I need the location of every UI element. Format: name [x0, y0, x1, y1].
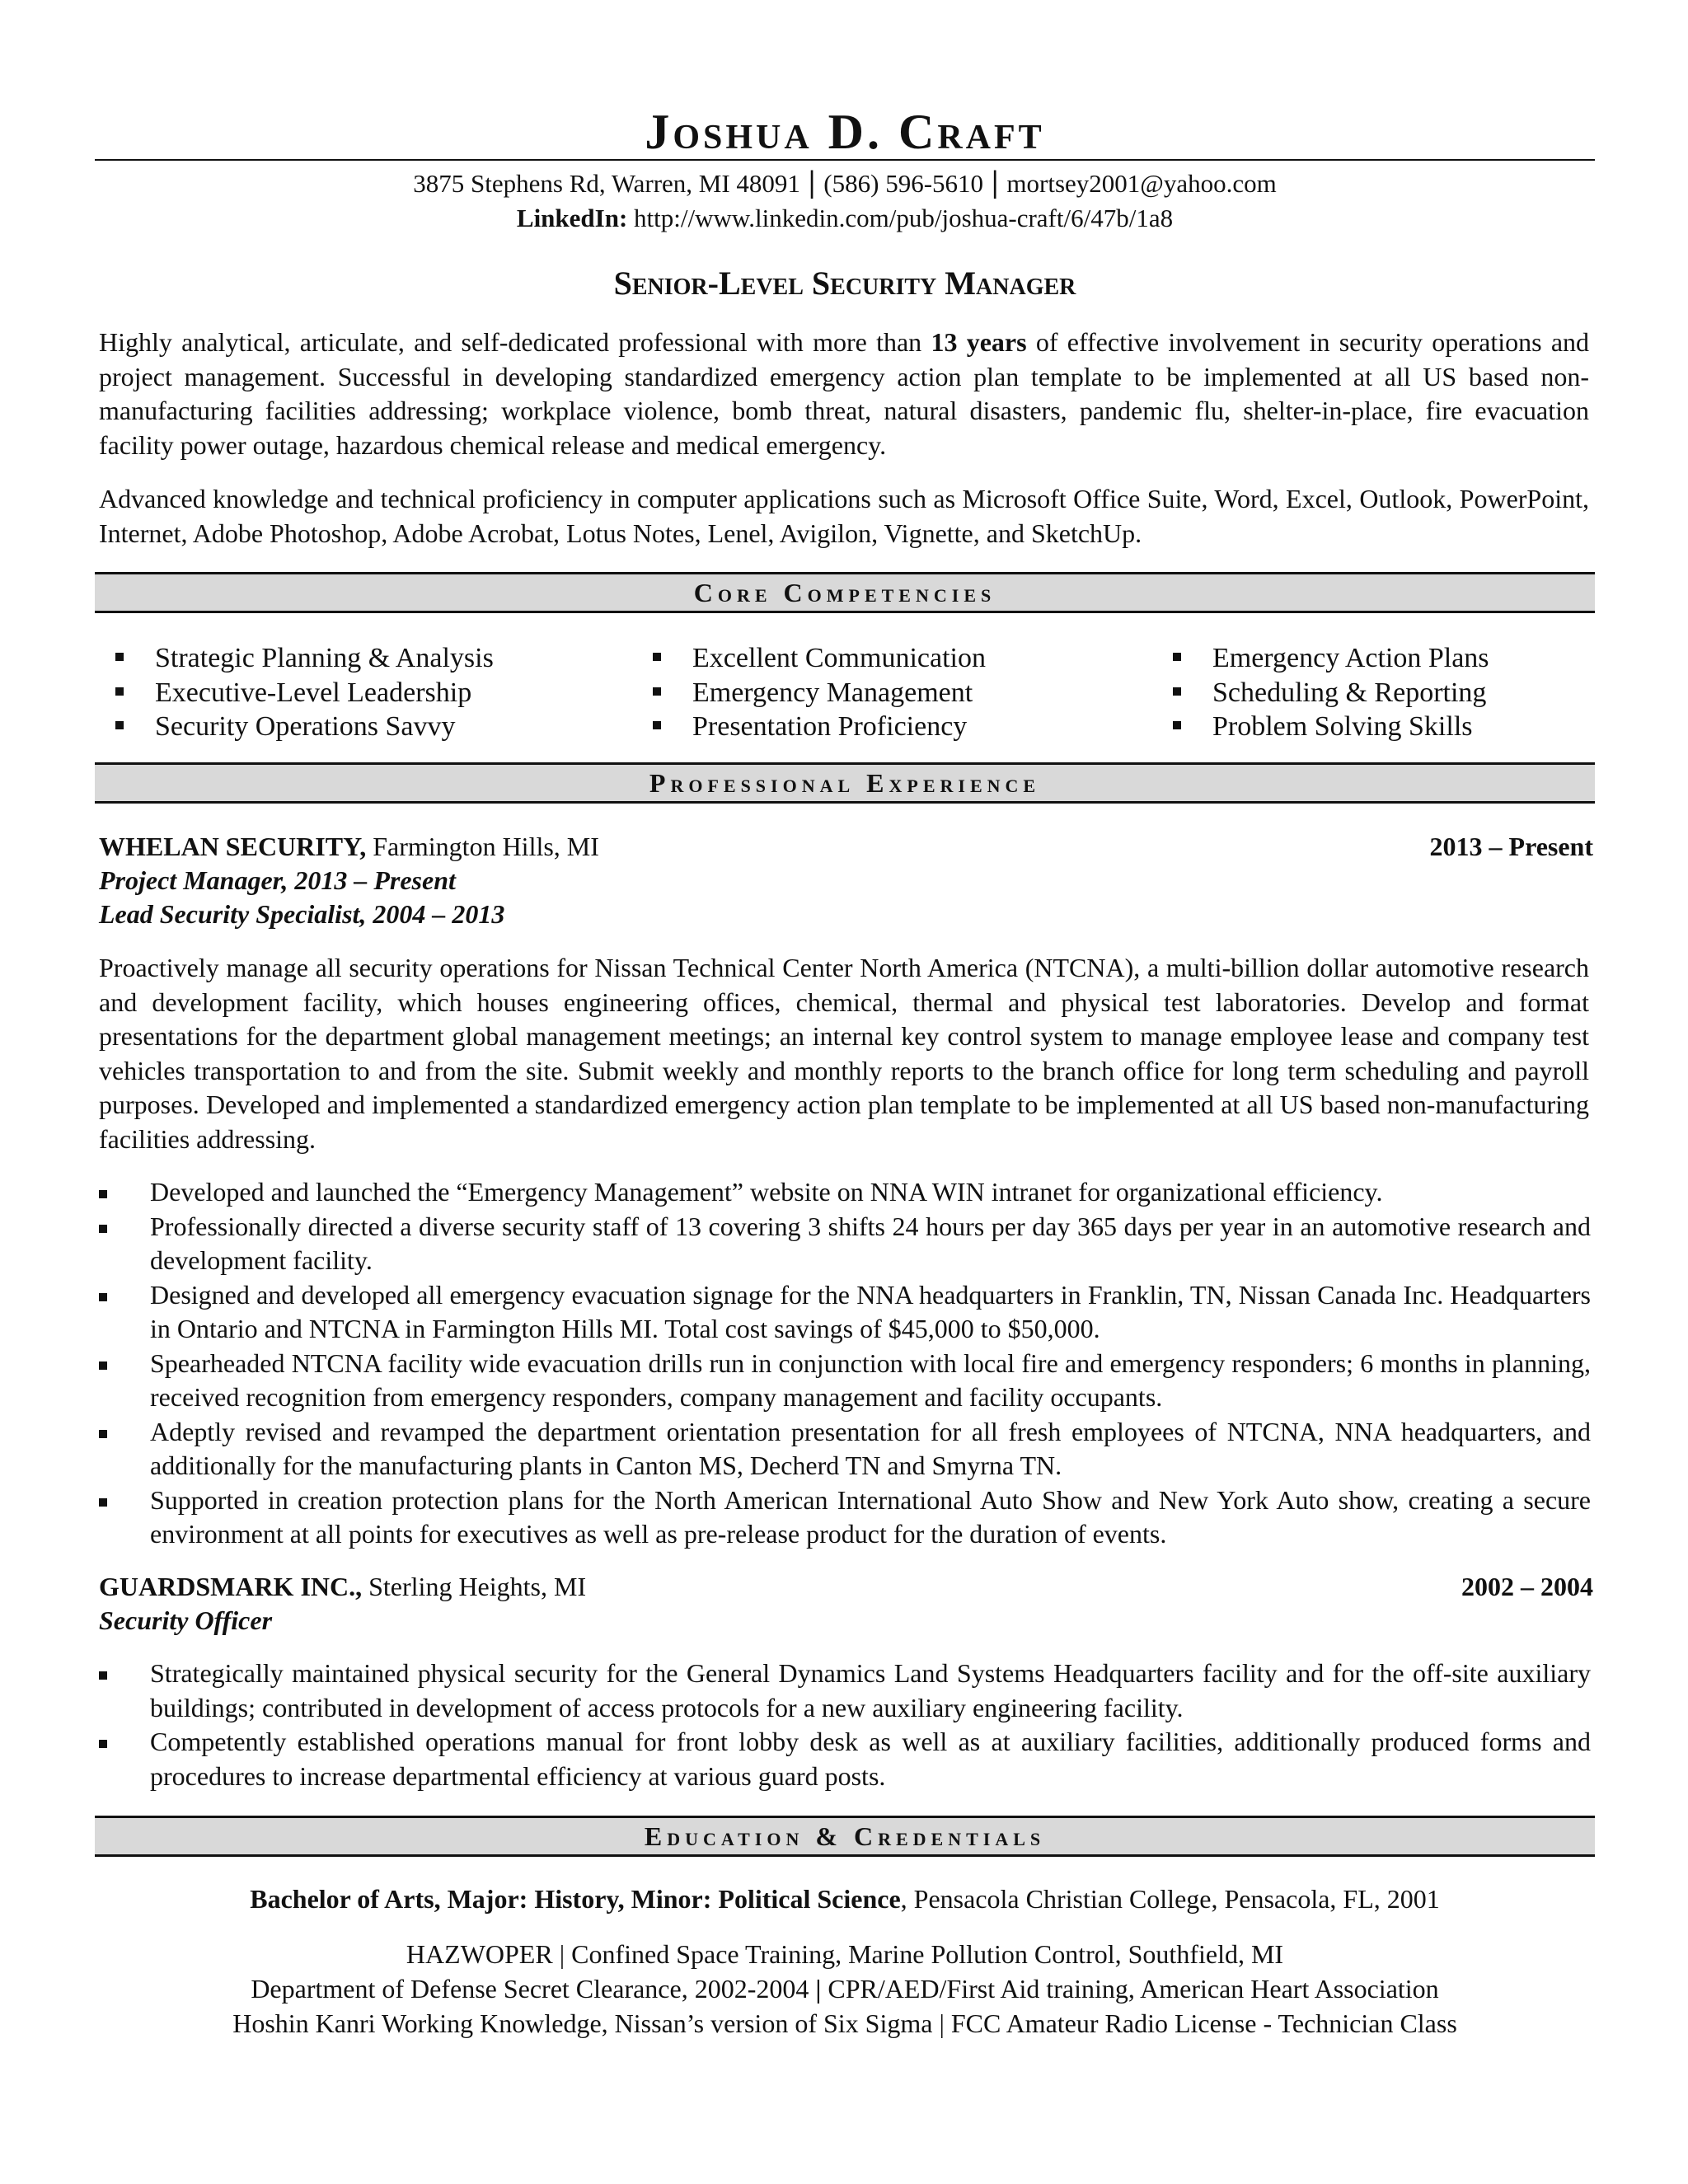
job-dates: 2013 – Present: [1429, 832, 1593, 861]
competency-item: Executive-Level Leadership: [115, 676, 494, 710]
job-header: [99, 1570, 1593, 1638]
bullet-square-icon: [99, 1430, 107, 1438]
competency-column: [1173, 641, 1489, 744]
competency-column: [653, 641, 986, 744]
phone: (586) 596-5610: [823, 169, 984, 198]
headline: Senior-Level Security Manager: [613, 265, 1076, 302]
contact-block: [95, 165, 1595, 236]
list-item: Professionally directed a diverse security staff of 13 covering 3 shifts 24 hours per day 365 days per year in an automotive research and development facility.: [99, 1210, 1591, 1278]
bullet-square-icon: [653, 721, 661, 729]
competency-item: Scheduling & Reporting: [1173, 676, 1489, 710]
job-bullets: [99, 1657, 1591, 1793]
bullet-square-icon: [99, 1361, 107, 1370]
bullet-square-icon: [99, 1498, 107, 1507]
linkedin-label: LinkedIn:: [516, 204, 628, 232]
candidate-name: Joshua D. Craft: [645, 105, 1045, 159]
degree-title: Bachelor of Arts, Major: History, Minor: Political Science: [250, 1884, 901, 1914]
list-item: Competently established operations manual for front lobby desk as well as at auxiliary facilities, additionally produced forms and procedures to increase departmental efficiency at various guard posts.: [99, 1725, 1591, 1793]
credential-separator: |: [939, 2008, 945, 2038]
bullet-square-icon: [653, 653, 661, 661]
company-name: GUARDSMARK INC.,: [99, 1572, 363, 1601]
competency-column: [115, 641, 494, 744]
bullet-square-icon: [99, 1671, 107, 1680]
competency-item: Strategic Planning & Analysis: [115, 641, 494, 676]
competency-item: Emergency Management: [653, 676, 986, 710]
bullet-square-icon: [115, 653, 124, 661]
list-item: Designed and developed all emergency evacuation signage for the NNA headquarters in Franklin, TN, Nissan Canada Inc. Headquarters in Ontario and NTCNA in Farmington Hills MI. Total cost savings of $45,000 to $50,000.: [99, 1278, 1591, 1347]
years-highlight: 13 years: [931, 327, 1027, 357]
credentials-block: [95, 1937, 1595, 2041]
list-item: Spearheaded NTCNA facility wide evacuation drills run in conjunction with local fire and emergency responders; 6 months in planning, received recognition from emergency responders, company management and facility occupants.: [99, 1347, 1591, 1415]
company-name: WHELAN SECURITY,: [99, 832, 367, 861]
summary-paragraph: Highly analytical, articulate, and self-dedicated professional with more than 13 years of effective involvement in security operations and project management. Successful in developing standardized emergency action plan template to be implemented at all US based non-manufacturing facilities addressing; workplace violence, bomb threat, natural disasters, pandemic flu, shelter-in-place, fire evacuation facility power outage, hazardous chemical release and medical emergency.: [99, 327, 1590, 460]
job-bullets: [99, 1175, 1591, 1552]
competency-item: Problem Solving Skills: [1173, 710, 1489, 744]
section-core-competencies: Core Competencies: [95, 572, 1595, 613]
bullet-square-icon: [653, 687, 661, 696]
bullet-square-icon: [1173, 653, 1181, 661]
degree-line: [95, 1882, 1595, 1916]
degree-school: , Pensacola Christian College, Pensacola, FL, 2001: [900, 1884, 1440, 1914]
list-item: Adeptly revised and revamped the department orientation presentation for all fresh employees of NTCNA, NNA headquarters, and additionally for the manufacturing plants in Canton MS, Decherd TN and Smyrna TN.: [99, 1415, 1591, 1483]
competency-item: Security Operations Savvy: [115, 710, 494, 744]
bullet-square-icon: [99, 1190, 107, 1198]
company-location: Farmington Hills, MI: [366, 832, 599, 861]
contact-separator: |: [808, 165, 816, 199]
linkedin-link[interactable]: http://www.linkedin.com/pub/joshua-craft/6/47b/1a8: [634, 204, 1174, 232]
credential-line: Department of Defense Secret Clearance, 2002-2004 | CPR/AED/First Aid training, American Heart Association: [251, 1974, 1439, 2004]
bullet-square-icon: [115, 721, 124, 729]
job-dates: 2002 – 2004: [1461, 1572, 1593, 1601]
contact-line: [95, 165, 1595, 201]
competency-item: Excellent Communication: [653, 641, 986, 676]
list-item: Developed and launched the “Emergency Management” website on NNA WIN intranet for organizational efficiency.: [99, 1175, 1591, 1210]
job-header: [99, 830, 1593, 931]
section-education-credentials: Education & Credentials: [95, 1816, 1595, 1857]
credential-separator: |: [815, 1974, 822, 2004]
credential-separator: |: [559, 1939, 565, 1969]
section-professional-experience: Professional Experience: [95, 762, 1595, 804]
bullet-square-icon: [99, 1740, 107, 1748]
bullet-square-icon: [1173, 687, 1181, 696]
name-divider: [95, 159, 1595, 161]
contact-separator: |: [992, 165, 999, 199]
company-location: Sterling Heights, MI: [362, 1572, 587, 1601]
bullet-square-icon: [99, 1225, 107, 1233]
credential-line: HAZWOPER | Confined Space Training, Marine Pollution Control, Southfield, MI: [406, 1939, 1284, 1969]
skills-paragraph: Advanced knowledge and technical proficiency in computer applications such as Microsoft Office Suite, Word, Excel, Outlook, PowerPoint, Internet, Adobe Photoshop, Adobe Acrobat, Lotus Notes, Lenel, Avigilon, Vignette, and SketchUp.: [99, 484, 1589, 548]
competency-item: Presentation Proficiency: [653, 710, 986, 744]
linkedin-line: [95, 201, 1595, 236]
list-item: Strategically maintained physical security for the General Dynamics Land Systems Headquarters facility and for the off-site auxiliary buildings; contributed in development of access protocols for a new auxiliary engineering facility.: [99, 1657, 1591, 1725]
credential-line: Hoshin Kanri Working Knowledge, Nissan’s version of Six Sigma | FCC Amateur Radio License - Technician Class: [232, 2008, 1457, 2038]
email-link[interactable]: mortsey2001@yahoo.com: [1006, 169, 1277, 198]
bullet-square-icon: [99, 1293, 107, 1301]
bullet-square-icon: [115, 687, 124, 696]
list-item: Supported in creation protection plans for the North American International Auto Show and New York Auto show, creating a secure environment at all points for executives as well as pre-release product for the duration of events.: [99, 1483, 1591, 1552]
address: 3875 Stephens Rd, Warren, MI 48091: [413, 169, 800, 198]
bullet-square-icon: [1173, 721, 1181, 729]
job-role: Lead Security Specialist, 2004 – 2013: [99, 899, 505, 929]
job-role: Project Manager, 2013 – Present: [99, 865, 456, 895]
job-description: Proactively manage all security operations for Nissan Technical Center North America (NTCNA), a multi-billion dollar automotive research and development facility, which houses engineering offices, chemical, thermal and physical test laboratories. Develop and format presentations for the department global management meetings; an internal key control system to manage employee lease and company test vehicles transportation to and from the site. Submit weekly and monthly reports to the branch office for long term scheduling and payroll purposes. Developed and implemented a standardized emergency action plan template to be implemented at all US based non-manufacturing facilities addressing.: [99, 953, 1589, 1154]
job-role: Security Officer: [99, 1605, 273, 1635]
competency-item: Emergency Action Plans: [1173, 641, 1489, 676]
